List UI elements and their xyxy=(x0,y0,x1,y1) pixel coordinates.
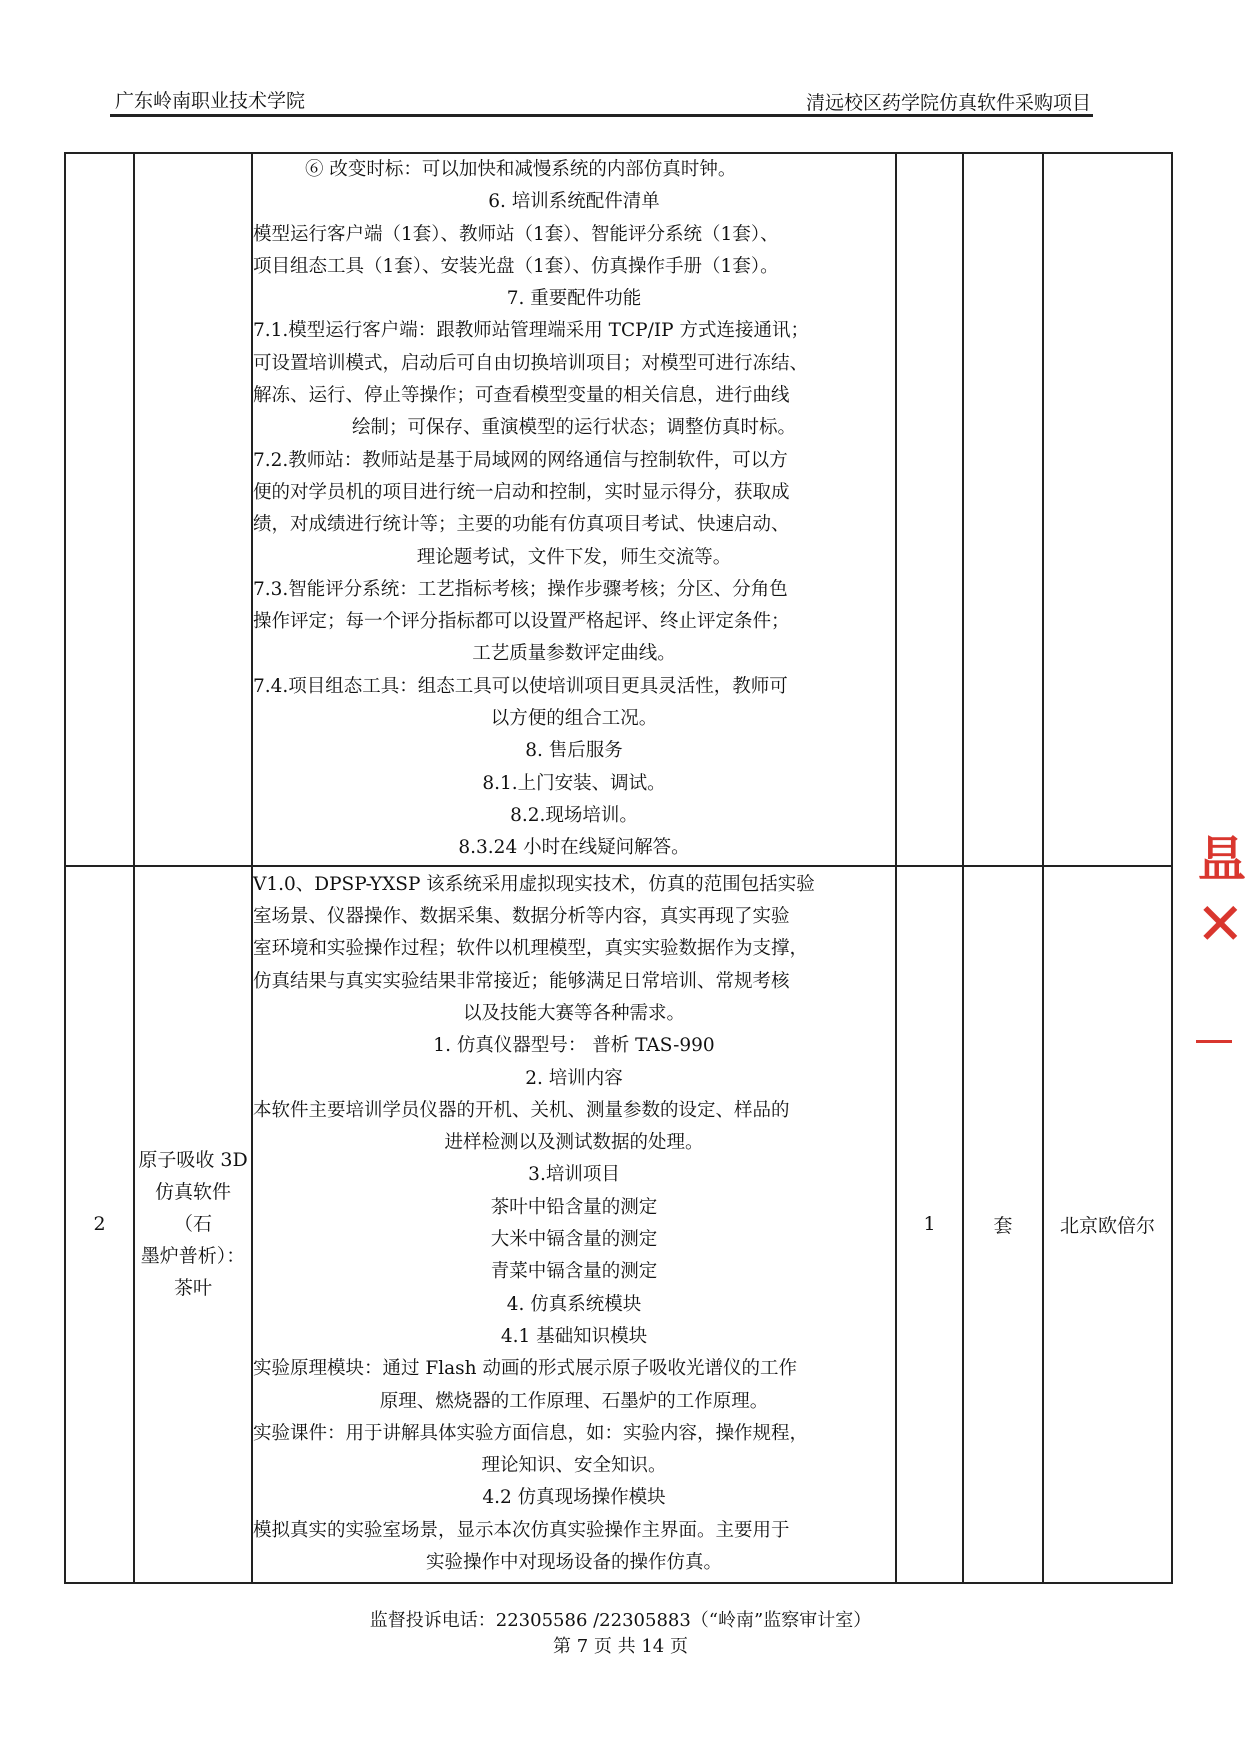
header-school-name: 广东岭南职业技术学院 xyxy=(115,90,306,112)
table-row-2 xyxy=(65,866,1172,1583)
desc-heading: 6. 培训系统配件清单 xyxy=(488,191,660,213)
desc-heading: 1. 仿真仪器型号： 普析 TAS-990 xyxy=(433,1035,715,1057)
row2-index: 2 xyxy=(65,866,134,1583)
row2-unit: 套 xyxy=(963,866,1043,1583)
desc-line: 绩，对成绩进行统计等；主要的功能有仿真项目考试、快速启动、 xyxy=(253,514,790,536)
spec-table xyxy=(64,152,1173,1584)
header-divider xyxy=(110,114,1093,117)
header-project-title: 清远校区药学院仿真软件采购项目 xyxy=(805,92,1091,114)
desc-line: 7.2.教师站：教师站是基于局域网的网络通信与控制软件，可以方 xyxy=(253,449,788,471)
desc-line: 7.1.模型运行客户端：跟教师站管理端采用 TCP/IP 方式连接通讯； xyxy=(253,320,809,342)
red-seal-stamp-mark: ✕ xyxy=(1196,890,1245,958)
desc-line: 理论知识、安全知识。 xyxy=(481,1455,667,1477)
desc-heading: 4.1 基础知识模块 xyxy=(500,1325,648,1347)
training-item: 茶叶中铅含量的测定 xyxy=(490,1196,658,1218)
desc-line: 模拟真实的实验室场景，显示本次仿真实验操作主界面。主要用于 xyxy=(253,1519,790,1541)
desc-line: 以方便的组合工况。 xyxy=(490,708,658,730)
desc-line: 室场景、仪器操作、数据采集、数据分析等内容，真实再现了实验 xyxy=(253,906,790,928)
row1-unit-cell xyxy=(963,153,1043,866)
desc-line: 仿真结果与真实实验结果非常接近；能够满足日常培训、常规考核 xyxy=(253,970,790,992)
desc-line: 操作评定；每一个评分指标都可以设置严格起评、终止评定条件； xyxy=(253,611,790,633)
desc-line: ⑥ 改变时标：可以加快和减慢系统的内部仿真时钟。 xyxy=(305,159,737,180)
desc-heading: 4. 仿真系统模块 xyxy=(506,1293,642,1315)
red-seal-stamp-fragment: 昷 xyxy=(1198,831,1246,887)
row1-supplier-cell xyxy=(1043,153,1172,866)
row2-description xyxy=(252,866,896,1583)
desc-line: 8.3.24 小时在线疑问解答。 xyxy=(458,837,690,859)
desc-line: 以及技能大赛等各种需求。 xyxy=(462,1002,685,1024)
desc-line: 解冻、运行、停止等操作；可查看模型变量的相关信息，进行曲线 xyxy=(253,385,790,407)
product-name-line: 原子吸收 3D xyxy=(138,1149,248,1172)
row2-quantity: 1 xyxy=(896,866,963,1583)
product-name-line: （石 xyxy=(173,1213,212,1236)
product-name-line: 墨炉普析）： xyxy=(140,1245,246,1268)
desc-line: 本软件主要培训学员仪器的开机、关机、测量参数的设定、样品的 xyxy=(253,1099,790,1121)
desc-line: 实验操作中对现场设备的操作仿真。 xyxy=(425,1552,722,1573)
product-name-line: 茶叶 xyxy=(173,1277,212,1300)
desc-line: 便的对学员机的项目进行统一启动和控制，实时显示得分，获取成 xyxy=(253,481,790,503)
table-row-1 xyxy=(65,153,1172,866)
row1-description xyxy=(252,153,896,866)
desc-line: 实验原理模块：通过 Flash 动画的形式展示原子吸收光谱仪的工作 xyxy=(253,1358,797,1380)
desc-line: 7.3.智能评分系统：工艺指标考核；操作步骤考核；分区、分角色 xyxy=(253,578,788,600)
desc-line: 模型运行客户端（1套）、教师站（1套）、智能评分系统（1套）、 xyxy=(253,223,779,245)
footer-complaint-hotline: 监督投诉电话：22305586 /22305883（“岭南”监察审计室） xyxy=(369,1610,872,1631)
desc-heading: 4.2 仿真现场操作模块 xyxy=(482,1487,666,1509)
desc-line: 可设置培训模式，启动后可自由切换培训项目；对模型可进行冻结、 xyxy=(253,352,809,374)
training-item: 大米中镉含量的测定 xyxy=(490,1229,658,1251)
desc-line: 绘制；可保存、重演模型的运行状态；调整仿真时标。 xyxy=(351,417,796,439)
desc-line: 8.2.现场培训。 xyxy=(510,804,638,826)
desc-line: V1.0、DPSP-YXSP 该系统采用虚拟现实技术，仿真的范围包括实验 xyxy=(253,873,815,895)
row1-index-cell xyxy=(65,153,134,866)
desc-line: 理论题考试，文件下发，师生交流等。 xyxy=(416,546,732,568)
footer-page-number: 第 7 页 共 14 页 xyxy=(553,1636,688,1657)
training-item: 青菜中镉含量的测定 xyxy=(490,1261,658,1283)
desc-line: 工艺质量参数评定曲线。 xyxy=(472,643,676,665)
red-seal-stamp-line xyxy=(1196,1040,1232,1043)
desc-line: 8.1.上门安装、调试。 xyxy=(482,772,666,794)
desc-line: 室环境和实验操作过程；软件以机理模型，真实实验数据作为支撑， xyxy=(253,938,809,960)
desc-heading: 3.培训项目 xyxy=(528,1164,620,1186)
desc-line: 原理、燃烧器的工作原理、石墨炉的工作原理。 xyxy=(379,1390,769,1412)
row1-quantity-cell xyxy=(896,153,963,866)
row1-name-cell xyxy=(134,153,252,866)
row2-supplier: 北京欧倍尔 xyxy=(1043,866,1172,1583)
row2-product-name xyxy=(134,866,252,1583)
desc-heading: 7. 重要配件功能 xyxy=(506,288,642,310)
desc-heading: 2. 培训内容 xyxy=(525,1067,623,1089)
desc-line: 7.4.项目组态工具：组态工具可以使培训项目更具灵活性，教师可 xyxy=(253,675,788,697)
product-name-line: 仿真软件 xyxy=(154,1181,231,1204)
desc-line: 进样检测以及测试数据的处理。 xyxy=(444,1132,704,1154)
desc-line: 项目组态工具（1套）、安装光盘（1套）、仿真操作手册（1套）。 xyxy=(253,255,779,277)
desc-heading: 8. 售后服务 xyxy=(525,740,623,762)
desc-line: 实验课件：用于讲解具体实验方面信息，如：实验内容，操作规程， xyxy=(253,1422,809,1444)
